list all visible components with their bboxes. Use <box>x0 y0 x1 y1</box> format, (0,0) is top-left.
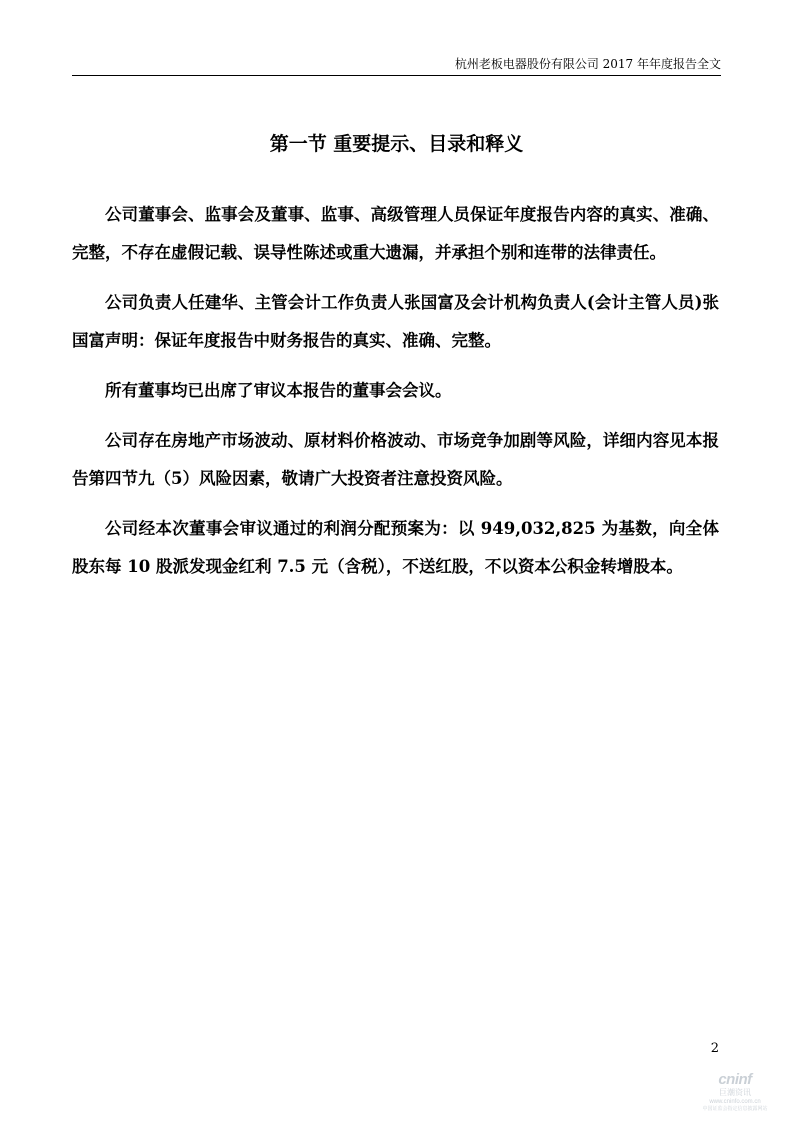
paragraph-profit-distribution: 公司经本次董事会审议通过的利润分配预案为：以 949,032,825 为基数，向全体股东每 10 股派发现金红利 7.5 元（含税），不送红股，不以资本公积金转增股本。 <box>72 519 719 576</box>
paragraph-risk-notice: 公司存在房地产市场波动、原材料价格波动、市场竞争加剧等风险，详细内容见本报告第四节九（5）风险因素，敬请广大投资者注意投资风险。 <box>72 431 719 488</box>
section-title: 第一节 重要提示、目录和释义 <box>269 133 524 155</box>
watermark-org: 中国证监会指定信息披露网站 <box>702 1106 768 1112</box>
paragraph-board-attendance: 所有董事均已出席了审议本报告的董事会会议。 <box>105 381 452 400</box>
page-number: 2 <box>710 1041 719 1056</box>
paragraph-responsibility-statement: 公司董事会、监事会及董事、监事、高级管理人员保证年度报告内容的真实、准确、完整，不存在虚假记载、误导性陈述或重大遗漏，并承担个别和连带的法律责任。 <box>72 205 719 262</box>
watermark-subtitle: 巨潮资讯 <box>719 1088 751 1097</box>
page-header: 杭州老板电器股份有限公司 2017 年年度报告全文 <box>72 56 721 76</box>
cninfo-watermark-logo <box>695 1072 775 1113</box>
watermark-url: www.cninfo.com.cn <box>709 1099 761 1105</box>
paragraph-financial-declaration: 公司负责人任建华、主管会计工作负责人张国富及会计机构负责人(会计主管人员)张国富声明：保证年度报告中财务报告的真实、准确、完整。 <box>72 293 719 350</box>
watermark-brand: cninf <box>718 1071 752 1088</box>
document-body <box>72 196 719 598</box>
